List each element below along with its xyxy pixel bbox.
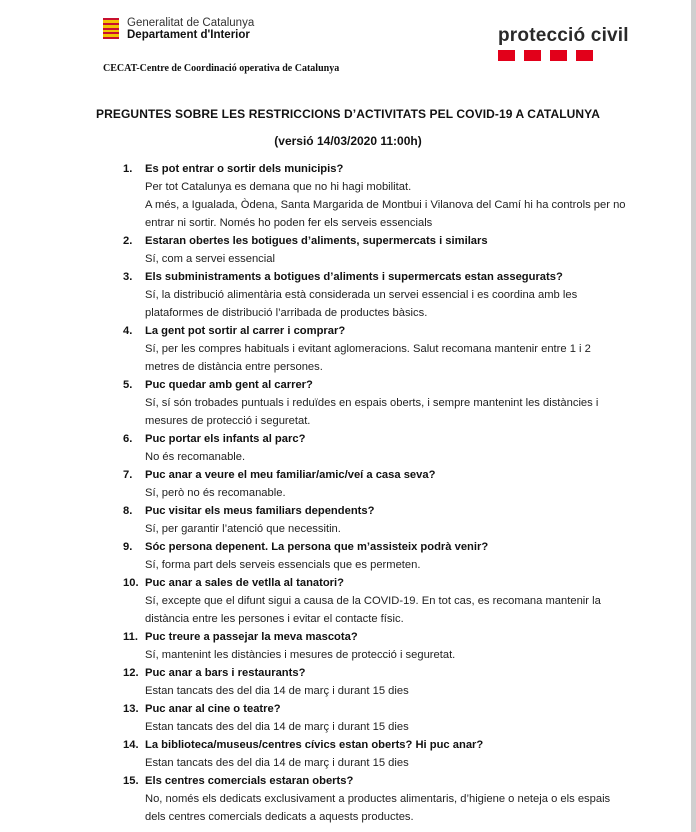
document-version: (versió 14/03/2020 11:00h) — [274, 134, 422, 148]
qa-number: 13. — [123, 703, 139, 715]
qa-answer: Sí, sí són trobades puntuals i reduïdes en espais oberts, i sempre mantenint les distàncies i mesures de protecció i seguretat. — [145, 397, 599, 427]
document-header — [0, 0, 696, 100]
qa-number: 10. — [123, 577, 139, 589]
proteccio-civil-text: protecció civil — [498, 25, 629, 46]
qa-number: 3. — [123, 271, 133, 283]
qa-number: 6. — [123, 433, 133, 445]
gencat-name: Generalitat de Catalunya — [127, 17, 255, 29]
qa-answer: Sí, per garantir l’atenció que necessitin. — [145, 523, 341, 535]
qa-answer: Sí, per les compres habituals i evitant aglomeracions. Salut recomana mantenir entre 1 i 2 metres de distància entre persones. — [145, 343, 591, 373]
qa-item — [0, 574, 696, 628]
gencat-logo-block — [103, 17, 254, 41]
qa-number: 2. — [123, 235, 133, 247]
qa-item — [0, 772, 696, 826]
qa-question: Puc quedar amb gent al carrer? — [145, 379, 313, 391]
qa-list — [0, 160, 696, 826]
qa-question: Estaran obertes les botigues d’aliments, supermercats i similars — [145, 235, 488, 247]
qa-answer: Sí, però no és recomanable. — [145, 487, 286, 499]
qa-question: Puc treure a passejar la meva mascota? — [145, 631, 358, 643]
qa-number: 1. — [123, 163, 133, 175]
qa-item — [0, 538, 696, 574]
qa-number: 14. — [123, 739, 139, 751]
qa-question: Puc anar a veure el meu familiar/amic/veí a casa seva? — [145, 469, 436, 481]
qa-question: La gent pot sortir al carrer i comprar? — [145, 325, 346, 337]
qa-question: Puc portar els infants al parc? — [145, 433, 306, 445]
qa-item — [0, 700, 696, 736]
qa-item — [0, 376, 696, 430]
qa-number: 8. — [123, 505, 133, 517]
qa-question: Puc anar a sales de vetlla al tanatori? — [145, 577, 344, 589]
qa-number: 12. — [123, 667, 139, 679]
qa-item — [0, 466, 696, 502]
qa-number: 7. — [123, 469, 133, 481]
qa-answer: Sí, mantenint les distàncies i mesures de protecció i seguretat. — [145, 649, 456, 661]
qa-item — [0, 664, 696, 700]
qa-answer: Per tot Catalunya es demana que no hi hagi mobilitat. — [145, 181, 412, 193]
qa-answer: Estan tancats des del dia 14 de març i durant 15 dies — [145, 685, 409, 697]
qa-answer: Sí, la distribució alimentària està considerada un servei essencial i es coordina amb les plataformes de distribució l’arribada de productes bàsics. — [145, 289, 578, 319]
qa-number: 11. — [123, 631, 138, 643]
qa-answer: Sí, forma part dels serveis essencials que es permeten. — [145, 559, 421, 571]
department-name: Departament d'Interior — [127, 29, 250, 41]
qa-number: 15. — [123, 775, 139, 787]
qa-question: La biblioteca/museus/centres cívics estan oberts? Hi puc anar? — [145, 739, 484, 751]
qa-number: 5. — [123, 379, 133, 391]
senyera-icon — [103, 18, 119, 39]
qa-answer: No és recomanable. — [145, 451, 246, 463]
qa-answer: Estan tancats des del dia 14 de març i durant 15 dies — [145, 721, 409, 733]
qa-answer: A més, a Igualada, Òdena, Santa Margarida de Montbui i Vilanova del Camí hi ha controls per no entrar ni sortir. Només ho poden fer els serveis essencials — [145, 199, 626, 229]
qa-answer: Sí, excepte que el difunt sigui a causa de la COVID-19. En tot cas, es recomana mantenir la distància entre les persones i evitar el contacte físic. — [145, 595, 601, 625]
qa-question: Puc visitar els meus familiars dependents? — [145, 505, 375, 517]
qa-answer: No, només els dedicats exclusivament a productes alimentaris, d’higiene o neteja o els espais dels centres comercials dedicats a aquests productes. — [145, 793, 611, 823]
qa-question: Es pot entrar o sortir dels municipis? — [145, 163, 344, 175]
qa-question: Els subministraments a botigues d’aliments i supermercats estan assegurats? — [145, 271, 563, 283]
qa-item — [0, 268, 696, 322]
cecat-label: CECAT-Centre de Coordinació operativa de Catalunya — [103, 63, 340, 74]
document-title: PREGUNTES SOBRE LES RESTRICCIONS D’ACTIVITATS PEL COVID-19 A CATALUNYA — [96, 107, 600, 121]
qa-item — [0, 322, 696, 376]
qa-item — [0, 502, 696, 538]
qa-number: 9. — [123, 541, 133, 553]
qa-number: 4. — [123, 325, 133, 337]
qa-item — [0, 736, 696, 772]
qa-question: Sóc persona depenent. La persona que m’assisteix podrà venir? — [145, 541, 489, 553]
qa-answer: Estan tancats des del dia 14 de març i durant 15 dies — [145, 757, 409, 769]
qa-answer: Sí, com a servei essencial — [145, 253, 275, 265]
qa-question: Puc anar al cine o teatre? — [145, 703, 281, 715]
qa-question: Els centres comercials estaran oberts? — [145, 775, 354, 787]
proteccio-civil-squares-icon — [498, 50, 629, 61]
qa-item — [0, 160, 696, 232]
proteccio-civil-logo — [498, 26, 629, 61]
qa-item — [0, 430, 696, 466]
qa-item — [0, 232, 696, 268]
qa-item — [0, 628, 696, 664]
qa-question: Puc anar a bars i restaurants? — [145, 667, 306, 679]
